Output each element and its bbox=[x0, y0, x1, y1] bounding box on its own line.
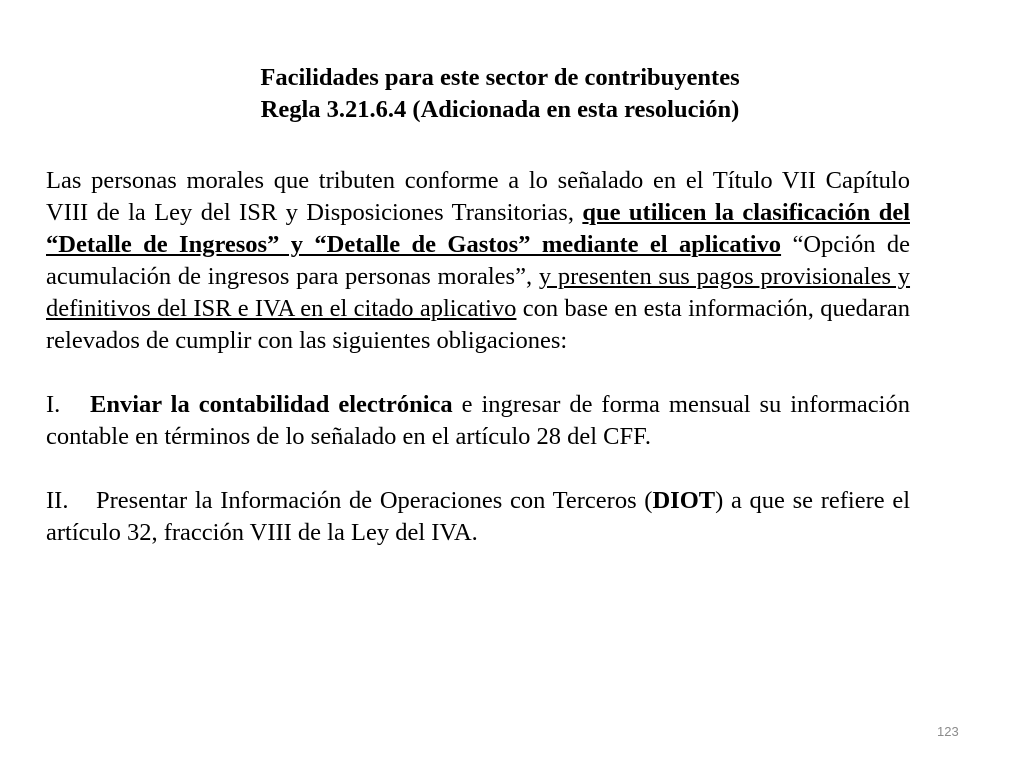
list-item-1 bbox=[46, 389, 910, 453]
title-line-2: Regla 3.21.6.4 (Adicionada en esta resolución) bbox=[260, 96, 740, 123]
intro-bold-underline: que utilicen la clasificación del “Detalle de Ingresos” y “Detalle de Gastos” mediante el aplicativo bbox=[46, 199, 910, 258]
slide-body bbox=[46, 165, 910, 549]
intro-underline: y presenten sus pagos provisionales y definitivos del ISR e IVA en el citado aplicativo bbox=[46, 263, 911, 322]
list-item-2-text-after: ) a que se refiere el artículo 32, fracción VIII de la Ley del IVA. bbox=[46, 487, 911, 546]
spacer bbox=[46, 453, 910, 485]
spacer bbox=[46, 357, 910, 389]
intro-paragraph bbox=[46, 165, 910, 357]
list-item-1-text: e ingresar de forma mensual su información contable en términos de lo señalado en el artículo 28 del CFF. bbox=[46, 391, 910, 450]
intro-text-1: Las personas morales que tributen conforme a lo señalado en el Título VII Capítulo VIII de la Ley del ISR y Disposiciones Transitorias, bbox=[46, 167, 910, 226]
list-item-2-text-before: Presentar la Información de Operaciones con Terceros ( bbox=[96, 487, 653, 514]
list-item-2 bbox=[46, 485, 910, 549]
list-item-1-number: I. bbox=[46, 391, 61, 418]
title-line-1: Facilidades para este sector de contribuyentes bbox=[260, 64, 740, 91]
list-item-2-bold: DIOT bbox=[652, 487, 716, 514]
intro-text-3: con base en esta información, quedaran relevados de cumplir con las siguientes obligaciones: bbox=[46, 295, 911, 354]
intro-text-2: “Opción de acumulación de ingresos para personas morales”, bbox=[46, 231, 911, 290]
page-number: 123 bbox=[937, 724, 959, 739]
slide-title bbox=[0, 62, 1000, 126]
list-item-1-bold: Enviar la contabilidad electrónica bbox=[90, 391, 453, 418]
list-item-2-number: II. bbox=[46, 487, 69, 514]
